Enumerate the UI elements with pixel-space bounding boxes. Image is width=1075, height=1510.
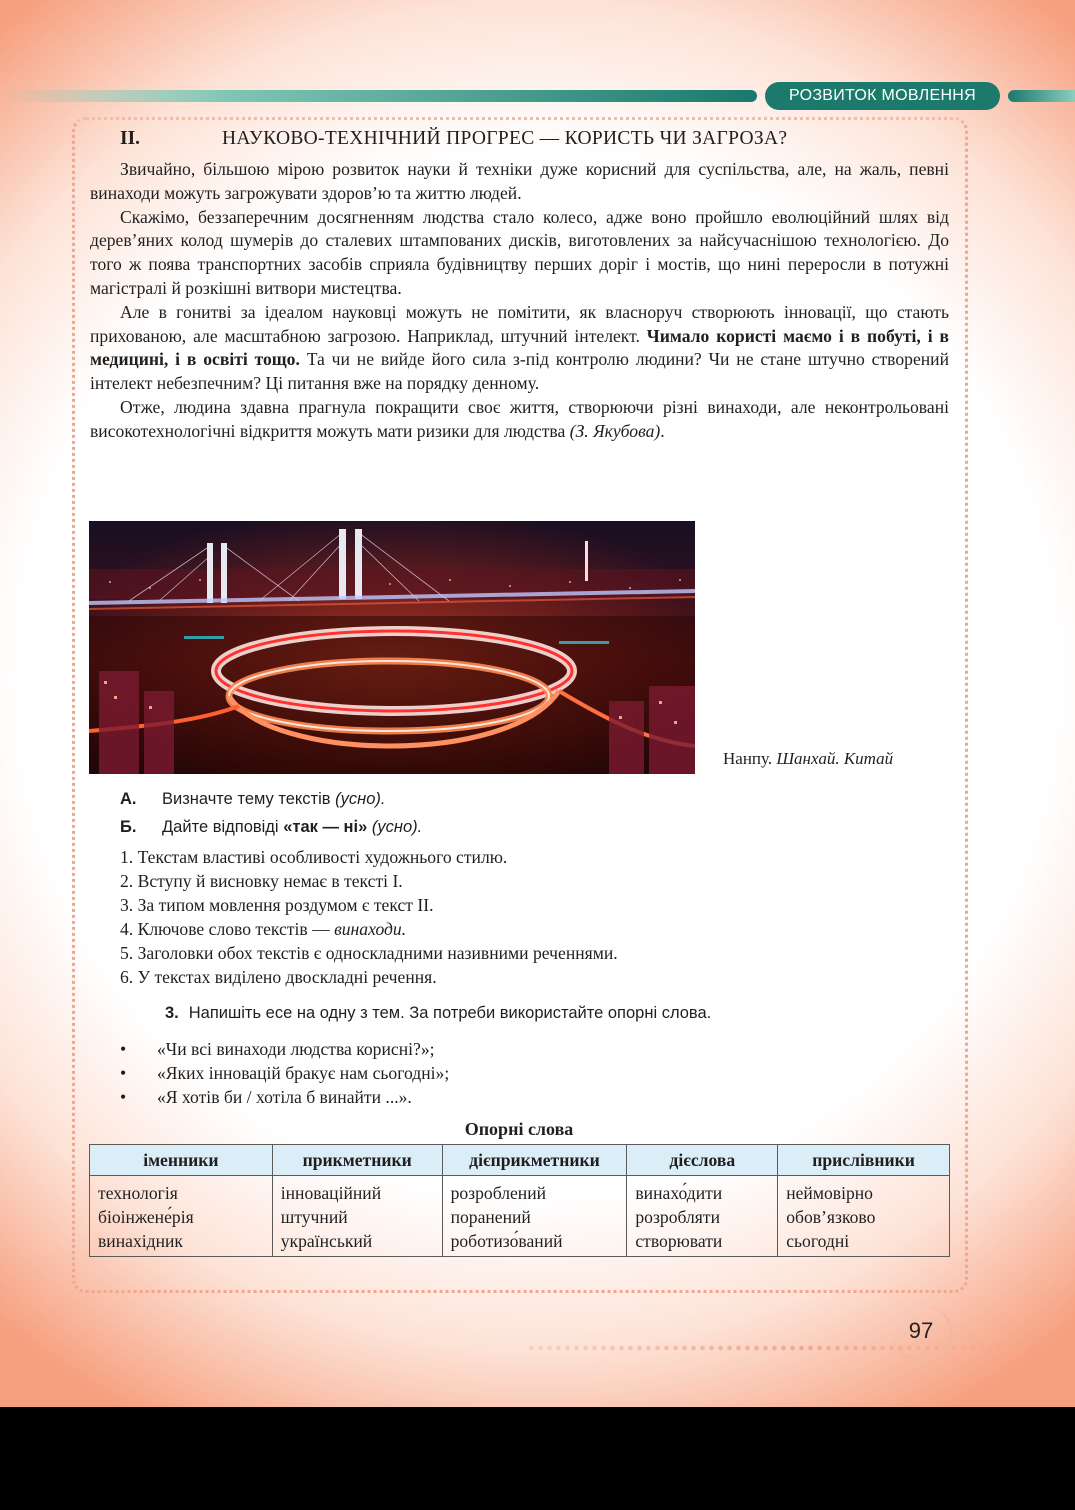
paragraph — [90, 396, 949, 444]
word: роботизо́ваний — [450, 1231, 563, 1251]
task-letter: Б. — [120, 818, 137, 836]
bridge-photo — [89, 521, 695, 774]
topic-list — [120, 1038, 449, 1110]
column-header: прикметники — [272, 1145, 442, 1176]
topic-text: «Яких інновацій бракує нам сьогодні»; — [157, 1062, 450, 1083]
table-cell — [778, 1176, 950, 1257]
word: поранений — [450, 1207, 531, 1227]
table-cell — [272, 1176, 442, 1257]
list-item — [120, 1062, 449, 1086]
list-item: 2. Вступу й висновку немає в тексті I. — [120, 870, 403, 891]
task-text: Визначте тему текстів — [162, 790, 336, 808]
table-row — [90, 1176, 950, 1257]
list-item — [120, 1038, 449, 1062]
word: винахо́дити — [635, 1183, 723, 1203]
list-item: 1. Текстам властиві особливості художнього стилю. — [120, 847, 508, 867]
bullet-icon: • — [120, 1062, 127, 1083]
table-cell — [442, 1176, 627, 1257]
table-title: Опорні слова — [464, 1119, 574, 1139]
topic-text: «Я хотів би / хотіла б винайти ...». — [157, 1086, 412, 1107]
text-number: II. — [120, 128, 141, 149]
topic-text: «Чи всі винаходи людства корисні?»; — [157, 1039, 435, 1059]
list-item-text: 4. Ключове слово текстів — — [120, 918, 335, 939]
list-item: 5. Заголовки обох текстів є односкладними називними реченнями. — [120, 942, 618, 963]
list-item: 6. У текстах виділено двоскладні речення. — [120, 966, 437, 987]
word: обов’язково — [786, 1207, 876, 1227]
main-text — [90, 158, 949, 444]
word: розроблений — [450, 1183, 547, 1203]
paragraph: Звичайно, більшою мірою розвиток науки й техніки дуже корисний для суспільства, але, на жаль, певні винаходи можуть загрожувати здоров’ю та життю людей. — [90, 159, 949, 203]
caption-place: Нанпу. — [723, 749, 777, 768]
word: український — [280, 1231, 373, 1251]
table-header-row — [90, 1145, 950, 1176]
word: інноваційний — [280, 1183, 382, 1203]
caption-location: Шанхай. Китай — [776, 749, 894, 768]
word: створювати — [635, 1231, 723, 1251]
task-bold: «так — ні» — [283, 818, 368, 836]
header-decor-bar-right — [1008, 90, 1075, 102]
header-decor-bar — [0, 90, 757, 102]
task-note: (усно). — [367, 818, 423, 836]
task-a — [120, 790, 385, 809]
column-header: дієприкметники — [442, 1145, 627, 1176]
list-item: 3. За типом мовлення роздумом є текст II. — [120, 894, 434, 915]
word: винахідник — [98, 1231, 183, 1251]
paragraph: Скажімо, беззаперечним досягненням людства стало колесо, адже воно пройшло еволюційний шлях від дерев’яних колод шумерів до сталевих штампованих дисків, виготовлених за найсучаснішою технологією. До того ж поява транспортних засобів сприяла будівництву перших доріг і мостів, що нині переросли в потужні магістралі й розкішні витвори мистецтва. — [90, 206, 949, 298]
task-letter: А. — [120, 790, 137, 808]
bullet-icon: • — [120, 1086, 127, 1107]
bullet-icon: • — [120, 1039, 127, 1059]
page-number: 97 — [892, 1306, 953, 1361]
column-header: дієслова — [627, 1145, 778, 1176]
paragraph-end: . — [660, 420, 665, 441]
bold-sentence: Чимало користі маємо і в побуті, і в медицині, і в освіті тощо. — [90, 325, 949, 370]
paragraph-text: Отже, людина здавна прагнула покращити своє життя, створюючи різні винаходи, але неконтрольовані високотехнологічні відкриття можуть мати ризики для людства — [90, 396, 949, 441]
statement-list — [120, 846, 618, 989]
word: неймовірно — [786, 1183, 873, 1203]
paragraph-text: Та чи не вийде його сила з-під контролю людини? Чи не стане штучно створений інтелект небезпечним? Ці питання вже на порядку денному. — [90, 349, 949, 394]
word: розробляти — [635, 1207, 721, 1227]
paragraph — [90, 301, 949, 396]
task-3 — [165, 1004, 711, 1023]
keyword: винаходи. — [334, 918, 407, 939]
author: (З. Якубова) — [569, 420, 661, 441]
paragraph-text: Але в гонитві за ідеалом науковці можуть не помітити, як власноруч створюють інновації, що стають прихованою, але масштабною загрозою. Наприклад, штучний інтелект. — [90, 301, 949, 346]
word: технологія — [98, 1183, 178, 1203]
section-label: РОЗВИТОК МОВЛЕННЯ — [765, 82, 1000, 110]
footer-dots — [527, 1345, 1075, 1351]
task-note: (усно). — [335, 790, 386, 808]
table-cell — [627, 1176, 778, 1257]
word: штучний — [280, 1207, 348, 1227]
text-title: НАУКОВО-ТЕХНІЧНИЙ ПРОГРЕС — КОРИСТЬ ЧИ ЗАГРОЗА? — [222, 128, 788, 149]
word: сьогодні — [786, 1231, 850, 1251]
task-b — [120, 818, 422, 837]
task-text: Дайте відповіді — [162, 818, 284, 836]
column-header: прислівники — [778, 1145, 950, 1176]
photo-caption — [723, 749, 893, 769]
word: біоінжене́рія — [98, 1207, 194, 1227]
task-text: Напишіть есе на одну з тем. За потреби використайте опорні слова. — [188, 1004, 712, 1022]
list-item — [120, 918, 618, 942]
list-item — [120, 1086, 449, 1110]
task-number: 3. — [165, 1004, 179, 1022]
table-cell — [90, 1176, 273, 1257]
column-header: іменники — [90, 1145, 273, 1176]
support-words-table — [89, 1144, 950, 1257]
